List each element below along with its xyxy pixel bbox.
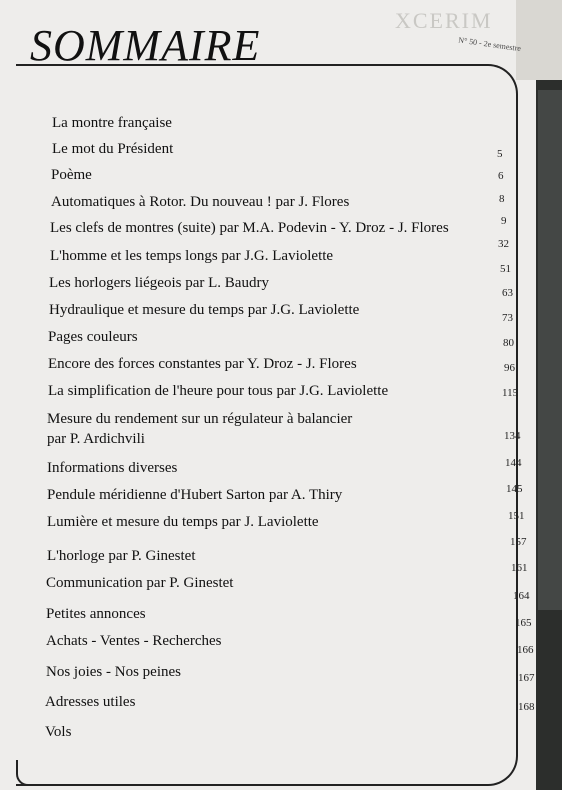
page-number: 96: [504, 362, 515, 374]
toc-entry: Informations diverses: [47, 460, 178, 476]
page-number: 161: [511, 562, 528, 574]
toc-entry: Automatiques à Rotor. Du nouveau ! par J. Flores: [51, 194, 350, 210]
page-number: 6: [498, 170, 504, 182]
page-number: 73: [502, 312, 513, 324]
toc-entry: Poème: [51, 167, 92, 183]
page-number: 164: [513, 590, 530, 602]
toc-entry: Communication par P. Ginestet: [46, 575, 234, 591]
page-number: 8: [499, 193, 505, 205]
toc-entry: La montre française: [52, 115, 172, 131]
toc-entry: Lumière et mesure du temps par J. Laviolette: [47, 514, 319, 530]
toc-entry: La simplification de l'heure pour tous par J.G. Laviolette: [48, 383, 389, 399]
toc-entry: Encore des forces constantes par Y. Droz - J. Flores: [48, 356, 357, 372]
toc-entry: Vols: [45, 724, 72, 740]
page-number: 63: [502, 287, 513, 299]
page-number: 151: [508, 510, 525, 522]
toc-entry: Nos joies - Nos peines: [46, 664, 181, 680]
page-number: 80: [503, 337, 514, 349]
page-title: SOMMAIRE: [30, 21, 261, 70]
page-number: 5: [497, 148, 503, 160]
toc-entry: Achats - Ventes - Recherches: [46, 633, 222, 649]
page-number: 168: [518, 701, 535, 713]
toc-entry: Pages couleurs: [48, 329, 138, 345]
toc-entry: Mesure du rendement sur un régulateur à balancier par P. Ardichvili: [47, 411, 353, 447]
toc-entry: Hydraulique et mesure du temps par J.G. Laviolette: [49, 302, 360, 318]
page-number: 166: [517, 644, 534, 656]
adjacent-page-photo: [538, 90, 562, 610]
bleed-through-text: XCERIM: [395, 8, 493, 33]
page-number: 134: [504, 430, 521, 442]
page-number: 115: [502, 387, 519, 399]
toc-entry: Pendule méridienne d'Hubert Sarton par A. Thiry: [47, 487, 343, 503]
page-number: 51: [500, 263, 511, 275]
toc-entry: Adresses utiles: [45, 694, 136, 710]
toc-entry: Les horlogers liégeois par L. Baudry: [49, 275, 269, 291]
page-number: 167: [518, 672, 535, 684]
page-number: 9: [501, 215, 507, 227]
toc-entry: Les clefs de montres (suite) par M.A. Podevin - Y. Droz - J. Flores: [50, 220, 449, 236]
toc-entry: L'homme et les temps longs par J.G. Laviolette: [50, 248, 334, 264]
page-number: 157: [510, 536, 527, 548]
toc-entry: Petites annonces: [46, 606, 146, 622]
page-number: 165: [515, 617, 532, 629]
issue-label: N° 50 - 2e semestre: [457, 35, 522, 54]
page-number: 32: [498, 238, 509, 250]
page-number: 144: [505, 457, 522, 469]
toc-entry: Le mot du Président: [52, 141, 174, 157]
page-number: 145: [506, 483, 523, 495]
toc-entry: L'horloge par P. Ginestet: [47, 548, 196, 564]
